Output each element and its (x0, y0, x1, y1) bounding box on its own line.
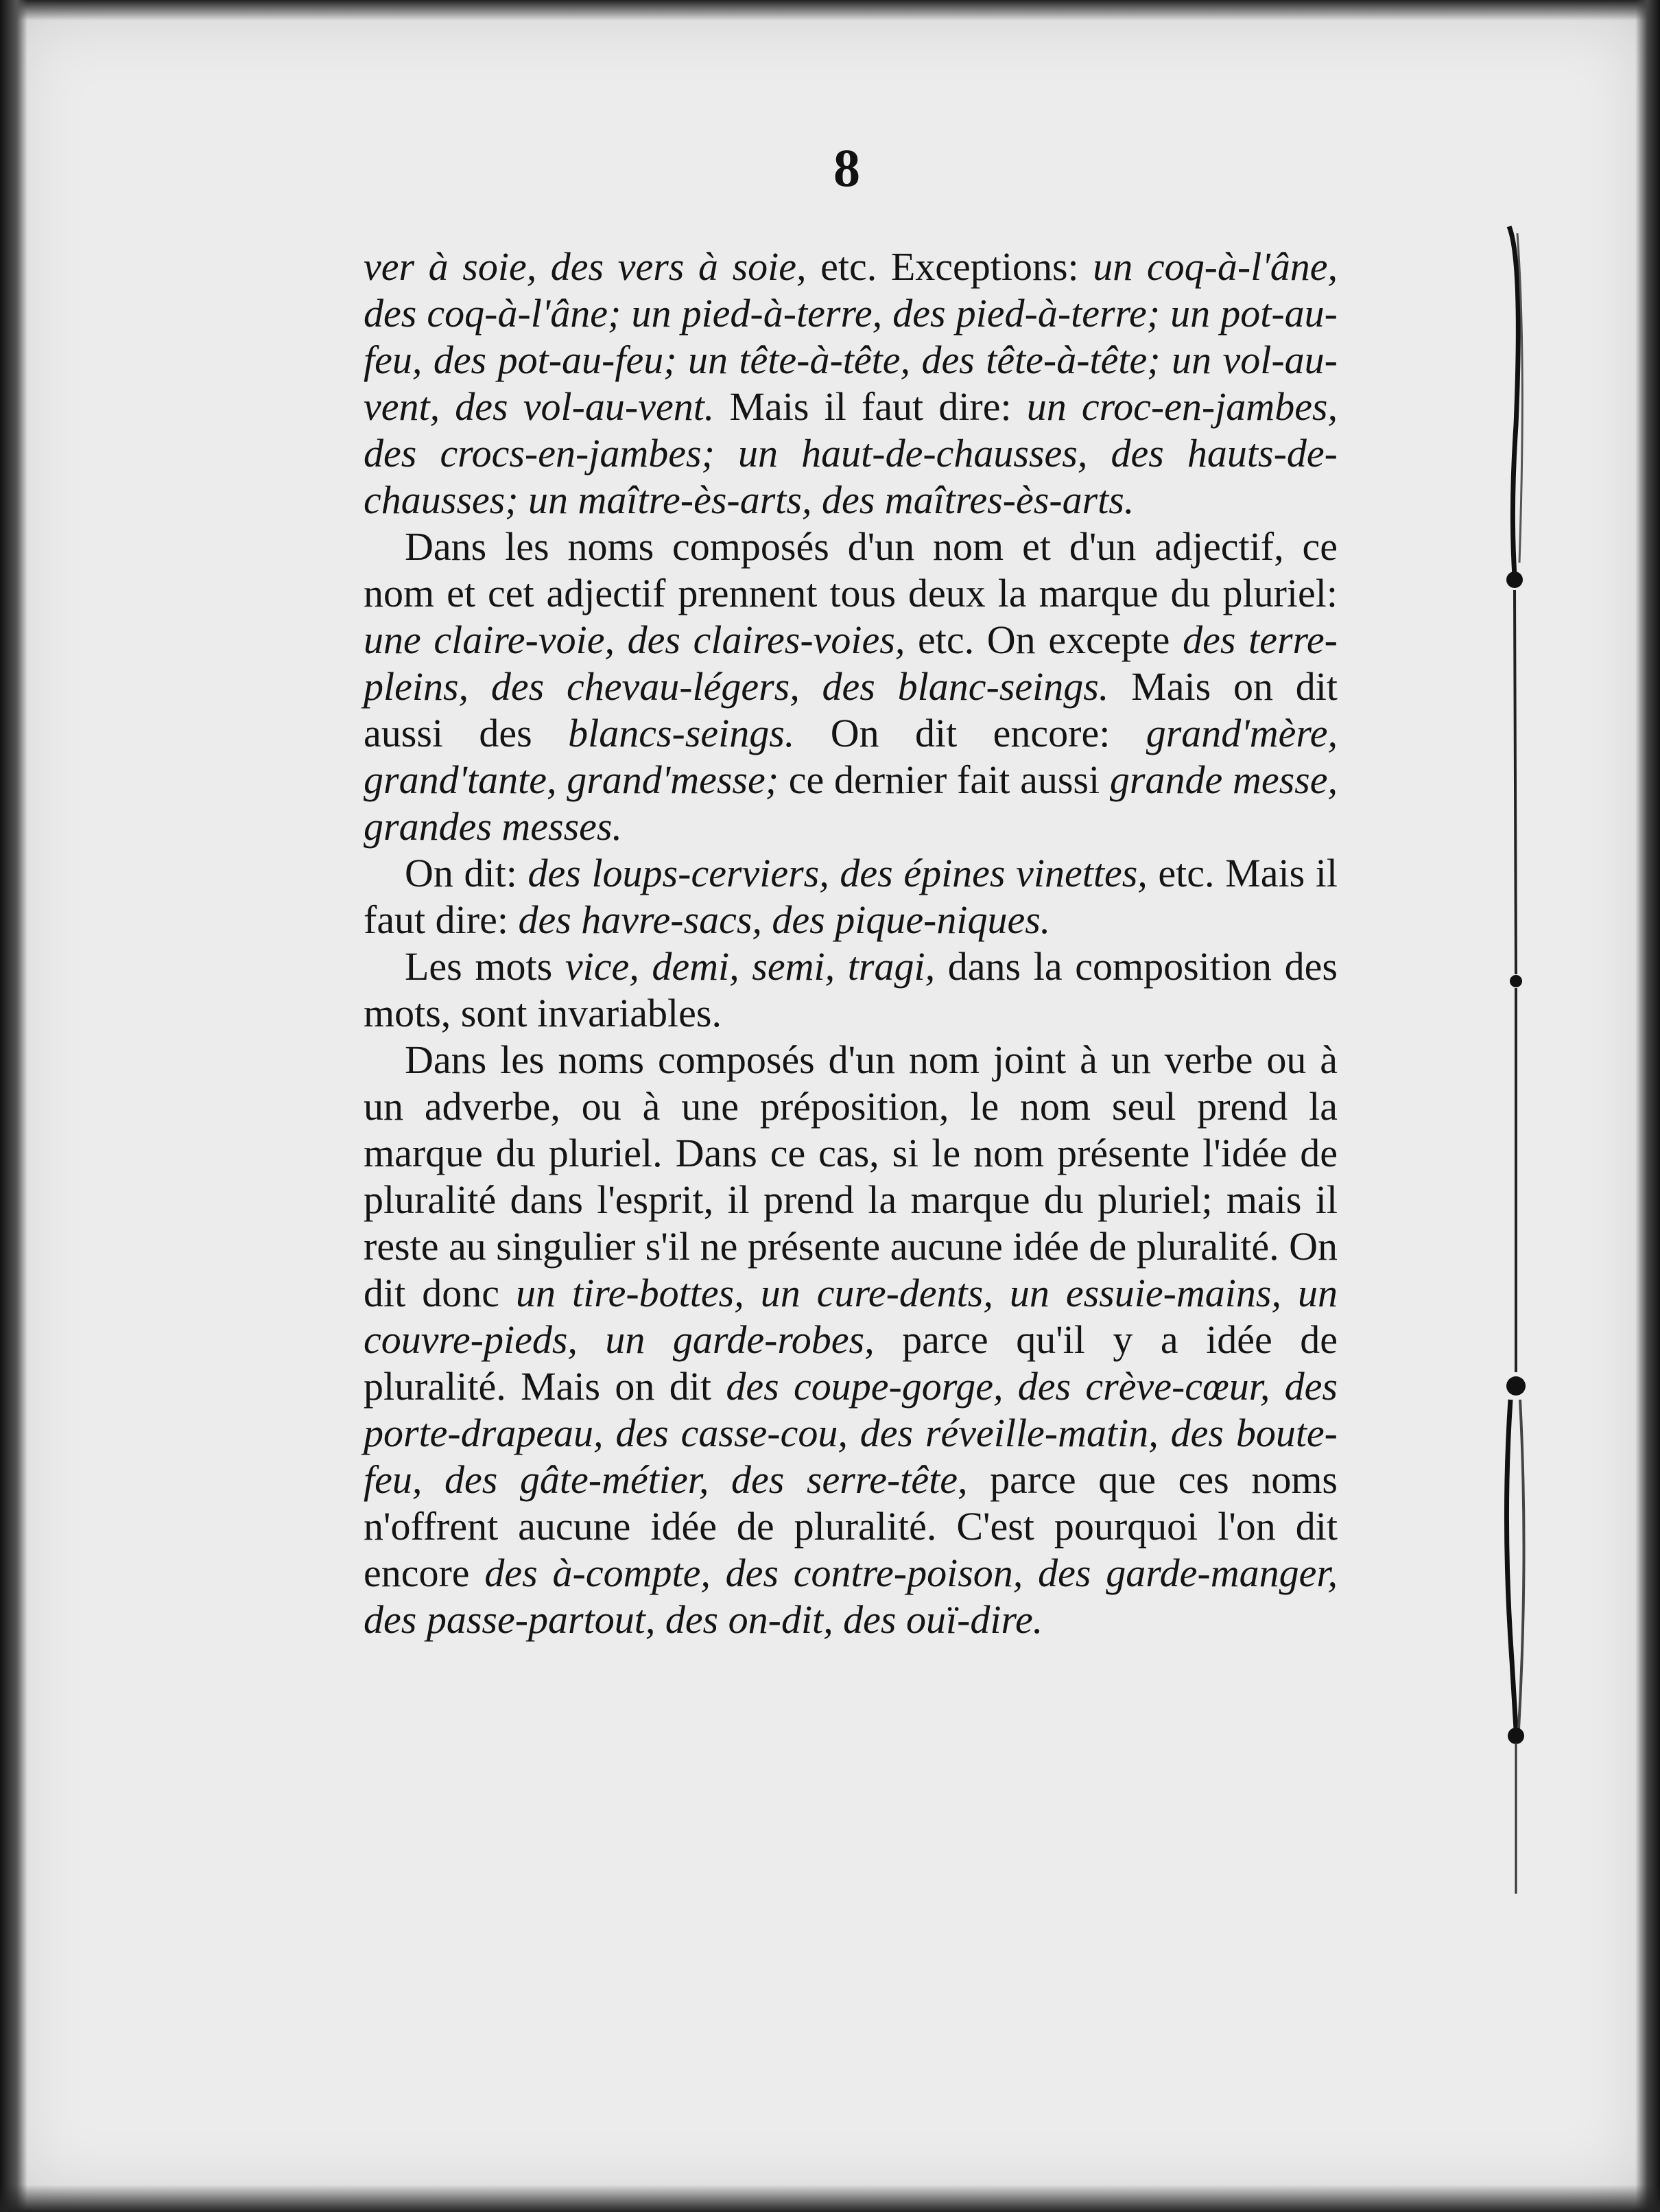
italic-text: ver à soie, des vers à soie, (364, 244, 807, 289)
italic-text: des havre-sacs, des pique-niques. (518, 897, 1051, 942)
roman-text: dans la composition des mots, sont invariables. (364, 944, 1338, 1035)
italic-text: des terre-pleins, des chevau-légers, des blanc-seings. (364, 617, 1338, 709)
roman-text: ce dernier fait aussi (779, 757, 1110, 802)
italic-text: des à-compte, des contre-poison, des garde-manger, des passe-partout, des on-dit, des ouï-dire. (364, 1551, 1338, 1642)
page-number: 8 (833, 138, 860, 198)
italic-text: un croc-en-jambes, des crocs-en-jambes; un haut-de-chausses, des hauts-de-chausses; un maître-ès-arts, des maîtres-ès-arts. (364, 384, 1338, 522)
roman-text: etc. Mais il faut dire: (364, 851, 1338, 942)
roman-text: On dit encore: (794, 711, 1146, 755)
italic-text: une claire-voie, des claires-voies, (364, 617, 905, 662)
scan-edge-left (0, 0, 27, 2212)
roman-text: parce que ces noms n'offrent aucune idée de pluralité. C'est pourquoi l'on dit encore (364, 1457, 1338, 1595)
roman-text: Mais on dit aussi des (364, 664, 1338, 755)
scan-edge-top (0, 0, 1660, 21)
italic-text: grande messe, grandes messes. (364, 757, 1338, 849)
roman-text: parce qu'il y a idée de pluralité. Mais on dit (364, 1317, 1338, 1409)
paragraph (364, 523, 1338, 850)
italic-text: grand'mère, grand'tante, grand'messe; (364, 711, 1338, 802)
paragraph (364, 244, 1338, 523)
italic-text: blancs-seings. (568, 711, 795, 755)
paragraph (364, 850, 1338, 943)
paragraph (364, 943, 1338, 1037)
roman-text: Les mots (405, 944, 565, 989)
body-text (364, 244, 1338, 1643)
italic-text: vice, demi, semi, tragi, (565, 944, 936, 989)
scan-edge-bottom (0, 2185, 1660, 2212)
roman-text: etc. On excepte (905, 617, 1183, 662)
italic-text: un coq-à-l'âne, des coq-à-l'âne; un pied-à-terre, des pied-à-terre; un pot-au-feu, des pot-au-feu; un tête-à-tête, des tête-à-tête; un vol-au-vent, des vol-au-vent. (364, 244, 1338, 429)
roman-text: Mais il faut dire: (714, 384, 1027, 429)
italic-text: des coupe-gorge, des crève-cœur, des porte-drapeau, des casse-cou, des réveille-matin, des boute-feu, des gâte-métier, des serre-tête, (364, 1364, 1338, 1502)
italic-text: un tire-bottes, un cure-dents, un essuie-mains, un couvre-pieds, un garde-robes, (364, 1271, 1338, 1362)
binding-stitches (1495, 220, 1537, 1901)
roman-text: On dit: (405, 851, 528, 895)
roman-text: Dans les noms composés d'un nom et d'un adjectif, ce nom et cet adjectif prennent tous deux la marque du pluriel: (364, 524, 1338, 615)
italic-text: des loups-cerviers, des épines vinettes, (527, 851, 1148, 895)
roman-text: Dans les noms composés d'un nom joint à un verbe ou à un adverbe, ou à une préposition, le nom seul prend la marque du pluriel. Dans ce cas, si le nom présente l'idée de pluralité dans l'esprit, il prend la marque du pluriel; mais il reste au singulier s'il ne présente aucune idée de pluralité. On dit donc (364, 1037, 1338, 1315)
roman-text: etc. Exceptions: (806, 244, 1093, 289)
scan-edge-right (1635, 0, 1660, 2212)
paragraph (364, 1037, 1338, 1643)
